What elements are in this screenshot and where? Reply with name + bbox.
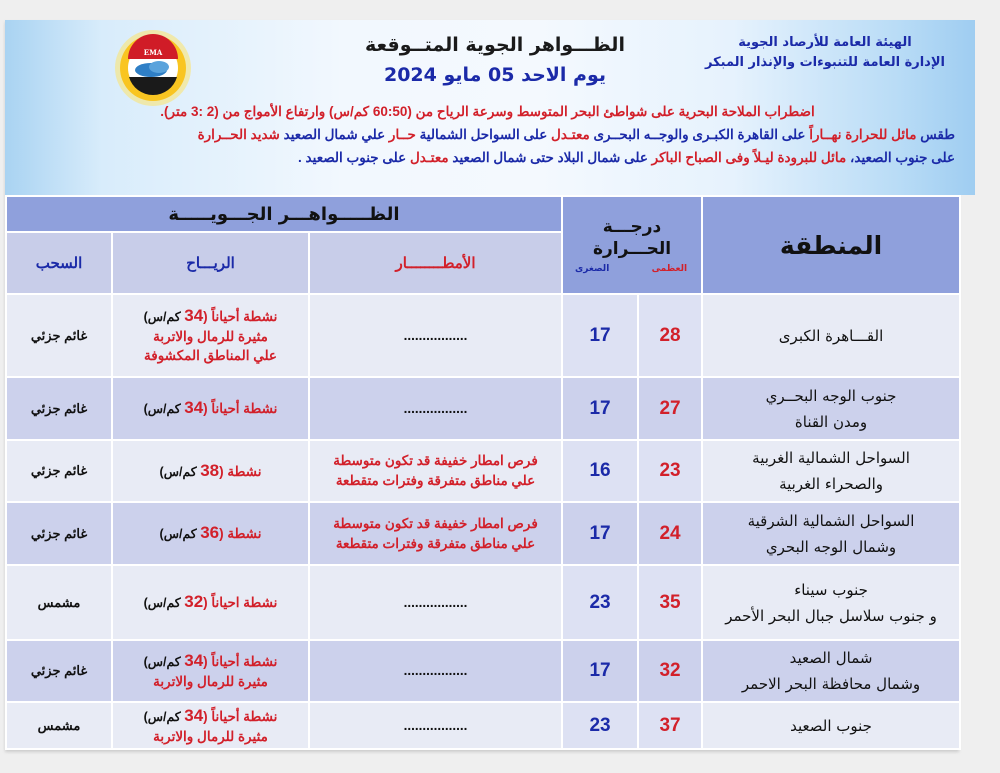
rain-cell [309, 377, 562, 440]
rain-placeholder-dots: ................. [403, 663, 468, 678]
rain-cell [309, 565, 562, 640]
summary-run: على السواحل الشمالية [415, 127, 548, 142]
wind-speed-line [113, 651, 308, 672]
region-name-line: جنوب الوجه البحــري [765, 386, 897, 405]
wind-note-line: علي المناطق المكشوفة [144, 348, 277, 363]
wind-note-line: مثيرة للرمال والاتربة [153, 674, 268, 689]
summary-run: على جنوب الصعيد، [846, 150, 955, 165]
rain-cell [309, 502, 562, 565]
wind-description: نشطة ( [219, 526, 262, 541]
region-name-line: القـــاهرة الكبرى [778, 326, 884, 345]
temp-min-cell: 23 [562, 565, 638, 640]
region-name-line: وشمال محافظة البحر الاحمر [741, 675, 921, 693]
table-row [6, 565, 960, 640]
wind-speed-unit: كم/س) [143, 402, 185, 416]
wind-speed-value: 34 [184, 651, 204, 670]
region-name-line: ومدن القناة [794, 412, 868, 431]
rain-text-line: علي مناطق متفرقة وفترات متقطعة [335, 535, 536, 551]
table-row [6, 502, 960, 565]
summary-run: علي شمال الصعيد [279, 127, 386, 142]
region-cell [702, 565, 960, 640]
clouds-cell: غائم جزئي [6, 377, 112, 440]
rain-cell [309, 294, 562, 377]
wind-cell [112, 640, 309, 702]
summary-run: على جنوب الصعيد . [298, 150, 407, 165]
temp-min-label: الصغرى [575, 264, 610, 274]
summary-run: مائل للحرارة نهــاراً [805, 127, 917, 142]
wind-description: نشطة أحياناً ( [203, 708, 278, 724]
region-cell [702, 640, 960, 702]
wind-speed-unit: كم/س) [143, 709, 185, 724]
wind-speed-unit: كم/س) [143, 655, 185, 669]
rain-cell [309, 702, 562, 749]
table-row [6, 702, 960, 749]
org-line-1: الهيئة العامة للأرصاد الجوية [738, 35, 912, 50]
wind-speed-value: 34 [184, 306, 204, 325]
region-name-line: شمال الصعيد [789, 649, 873, 667]
wind-cell [112, 294, 309, 377]
wind-speed-value: 34 [184, 398, 204, 417]
wind-speed-line [113, 398, 308, 419]
temp-max-cell: 28 [638, 294, 702, 377]
temp-min-cell: 16 [562, 440, 638, 502]
clouds-cell: غائم جزئي [6, 502, 112, 565]
wind-cell [112, 565, 309, 640]
rain-placeholder-dots: ................. [403, 717, 468, 733]
wind-note-line: مثيرة للرمال والاتربة [153, 728, 268, 744]
summary-line-2 [20, 123, 955, 146]
summary-run: على شمال البلاد حتى شمال الصعيد [448, 150, 648, 165]
wind-speed-unit: كم/س) [143, 596, 185, 610]
region-name-line: و جنوب سلاسل جبال البحر الأحمر [725, 606, 937, 625]
rain-text-line: فرص امطار خفيفة قد تكون متوسطة [333, 453, 538, 468]
summary-run: معتـدل [547, 127, 590, 142]
wind-speed-unit: كم/س) [159, 464, 201, 479]
wind-speed-value: 34 [184, 705, 204, 725]
rain-text-line: علي مناطق متفرقة وفترات متقطعة [335, 473, 536, 488]
region-name-line: جنوب الصعيد [790, 716, 872, 735]
wind-speed-value: 36 [200, 523, 220, 542]
wind-description: نشطة أحياناً ( [203, 401, 278, 416]
region-name-line: السواحل الشمالية الشرقية [747, 511, 915, 530]
wind-speed-value: 32 [184, 592, 204, 611]
summary-run: على القاهرة الكبـرى والوجــه البحــرى [589, 127, 806, 142]
rain-cell [309, 440, 562, 502]
temp-max-cell: 32 [638, 640, 702, 702]
wind-description: نشطة أحياناً ( [203, 654, 278, 669]
wind-description: نشطة ( [219, 463, 262, 479]
temp-min-cell: 17 [562, 294, 638, 377]
summary-run: طقس [916, 127, 955, 142]
table-row [6, 294, 960, 377]
summary-run: مائل للبرودة ليـلاً وفى الصباح الباكر [647, 150, 847, 165]
wind-speed-line [113, 706, 308, 727]
forecast-rows [6, 294, 960, 749]
region-name-line: السواحل الشمالية الغربية [752, 449, 910, 467]
wind-description: نشطة أحياناً ( [203, 309, 278, 324]
forecast-table [5, 195, 961, 750]
ema-logo-icon [113, 28, 193, 108]
column-header-region: المنطقة [702, 196, 960, 294]
rain-text-line: فرص امطار خفيفة قد تكون متوسطة [333, 515, 538, 531]
logo-text: EMA [143, 48, 163, 57]
summary-run: معتـدل [406, 150, 449, 165]
temp-max-cell: 24 [638, 502, 702, 565]
column-header-clouds: السحب [6, 232, 112, 294]
rain-placeholder-dots: ................. [403, 327, 468, 343]
wind-speed-line [113, 523, 308, 544]
rain-cell [309, 640, 562, 702]
temp-max-cell: 27 [638, 377, 702, 440]
temperature-label: درجـــة الحـــرارة [592, 217, 672, 259]
region-cell [702, 440, 960, 502]
region-name-line: جنوب سيناء [794, 580, 868, 599]
forecast-date: يوم الاحد 05 مايو 2024 [383, 64, 607, 86]
column-header-rain: الأمطــــــــار [309, 232, 562, 294]
region-cell [702, 377, 960, 440]
temp-min-cell: 17 [562, 502, 638, 565]
clouds-cell: غائم جزئي [6, 294, 112, 377]
wind-cell [112, 702, 309, 749]
table-row [6, 377, 960, 440]
wind-speed-line [113, 306, 308, 327]
rain-placeholder-dots: ................. [403, 594, 468, 610]
organization-name [700, 33, 950, 73]
table-row [6, 640, 960, 702]
wind-speed-line [113, 592, 308, 613]
temp-min-cell: 23 [562, 702, 638, 749]
column-header-wind: الريـــاح [112, 232, 309, 294]
table-row [6, 440, 960, 502]
wind-speed-unit: كم/س) [159, 527, 201, 541]
region-name-line: والصحراء الغربية [779, 475, 883, 493]
clouds-cell: غائم جزئي [6, 440, 112, 502]
forecast-summary [20, 100, 955, 169]
summary-run: حــار [385, 127, 416, 142]
clouds-cell: غائم جزئي [6, 640, 112, 702]
temp-max-cell: 37 [638, 702, 702, 749]
region-cell [702, 294, 960, 377]
clouds-cell: مشمس [6, 565, 112, 640]
column-header-temperature [562, 196, 702, 294]
temp-max-cell: 35 [638, 565, 702, 640]
wind-speed-value: 38 [200, 460, 220, 480]
wind-cell [112, 377, 309, 440]
column-header-phenomena: الظـــــواهـــر الجـــويـــــة [6, 196, 562, 232]
wind-speed-unit: كم/س) [143, 310, 185, 324]
org-line-2: الإدارة العامة للتنبوءات والإنذار المبكر [705, 55, 945, 70]
temp-min-cell: 17 [562, 640, 638, 702]
wind-cell [112, 502, 309, 565]
region-cell [702, 502, 960, 565]
temp-max-cell: 23 [638, 440, 702, 502]
rain-placeholder-dots: ................. [403, 400, 468, 416]
temp-max-label: العظمى [651, 264, 688, 274]
region-cell [702, 702, 960, 749]
page-title: الظـــواهر الجوية المتــوقعة [365, 34, 625, 56]
wind-cell [112, 440, 309, 502]
clouds-cell: مشمس [6, 702, 112, 749]
region-name-line: وشمال الوجه البحري [765, 537, 897, 556]
wind-description: نشطة احياناً ( [203, 595, 278, 610]
summary-line-3 [20, 146, 955, 169]
summary-line-1: اضطراب الملاحة البحرية على شواطئ البحر المتوسط وسرعة الرياح من (60:50 كم/س) وارتفاع الأمواج من (2 :3 متر). [160, 104, 815, 119]
temp-min-cell: 17 [562, 377, 638, 440]
wind-speed-line [113, 461, 308, 482]
summary-run: شديد الحــرارة [197, 127, 280, 142]
wind-note-line: مثيرة للرمال والاتربة [153, 329, 268, 344]
